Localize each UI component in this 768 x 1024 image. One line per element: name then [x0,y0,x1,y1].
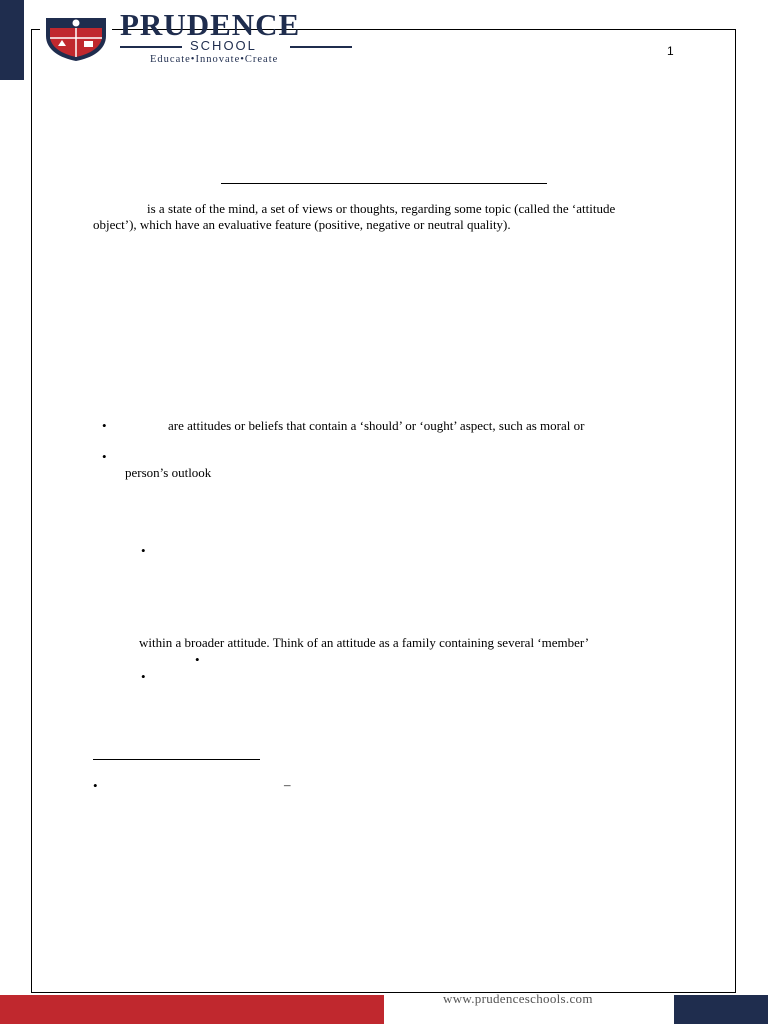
bullet-marker: • [141,543,146,558]
bullet-marker: • [102,449,107,464]
dash-separator: – [284,777,291,792]
bullet-1-text: are attitudes or beliefs that contain a ‘should’ or ‘ought’ aspect, such as moral or [168,418,585,433]
logo-divider-left [120,46,182,48]
bullet-marker: • [141,669,146,684]
footer-red-bar [0,995,384,1024]
school-crest-logo [40,14,112,62]
bullet-marker: • [195,652,200,667]
intro-line-1: is a state of the mind, a set of views or thoughts, regarding some topic (called the ‘attitude [147,201,616,216]
page-number: 1 [667,44,674,58]
logo-wordmark: PRUDENCE [120,7,301,42]
logo-tagline: Educate•Innovate•Create [150,54,279,65]
section-heading-underline [93,759,260,760]
footer-website-link[interactable]: www.prudenceschools.com [443,991,593,1006]
bullet-marker: • [93,778,98,793]
page-border [31,29,736,993]
intro-line-2: object’), which have an evaluative feature (positive, negative or neutral quality). [93,217,511,232]
logo-school-label: SCHOOL [190,38,257,53]
title-underline [221,183,547,184]
logo-divider-right [290,46,352,48]
header-accent-bar [0,0,24,80]
bullet-2-continuation: person’s outlook [125,465,212,480]
footer-blue-bar [674,995,768,1024]
bullet-marker: • [102,418,107,433]
broader-attitude-line: within a broader attitude. Think of an attitude as a family containing several ‘member’ [139,635,590,650]
